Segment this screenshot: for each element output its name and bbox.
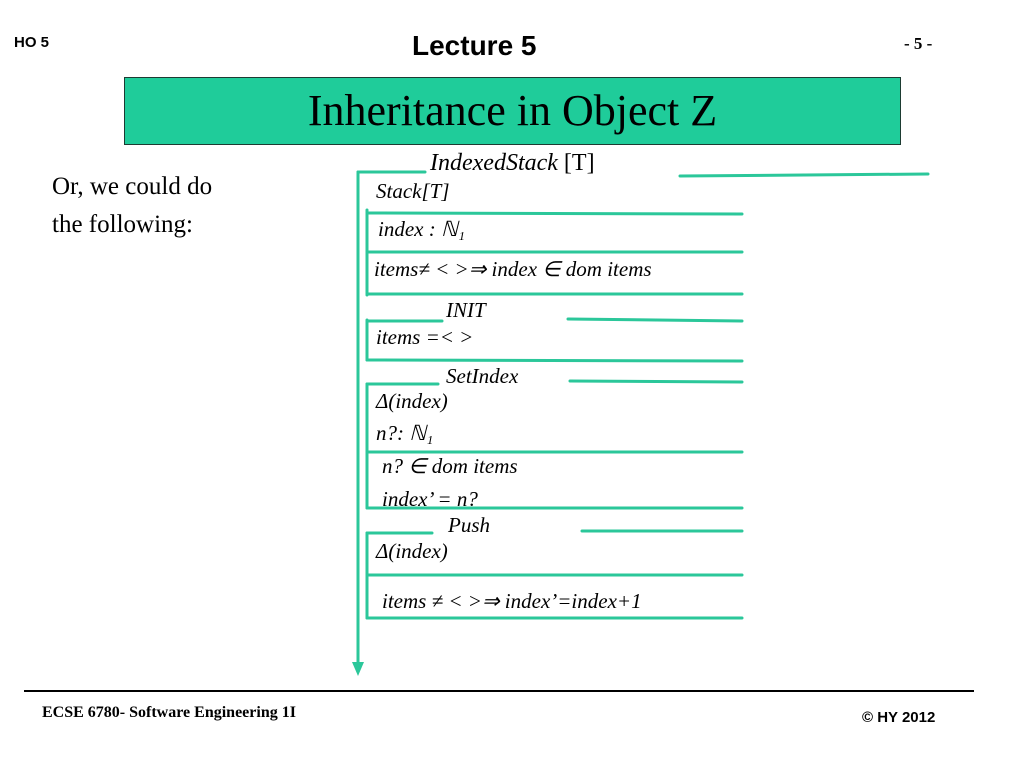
page-number: - 5 - bbox=[904, 34, 933, 53]
class-border-top-right bbox=[680, 174, 928, 176]
push-name: Push bbox=[448, 513, 490, 537]
init-name: INIT bbox=[446, 298, 486, 322]
init-border-top-right bbox=[568, 319, 742, 321]
class-arrow-head bbox=[352, 662, 364, 676]
setindex-name: SetIndex bbox=[446, 364, 519, 388]
setindex-predicate-2: index’ = n? bbox=[382, 487, 478, 511]
setindex-border-top-right bbox=[570, 381, 742, 382]
footer-divider bbox=[24, 690, 974, 692]
class-name: IndexedStack bbox=[430, 150, 558, 176]
state-border-top bbox=[367, 213, 742, 214]
footer-course: ECSE 6780- Software Engineering 1I bbox=[42, 704, 296, 721]
setindex-predicate-1: n? ∈ dom items bbox=[382, 454, 518, 478]
init-border-bottom bbox=[367, 360, 742, 361]
class-param: [T] bbox=[563, 150, 595, 176]
handout-label: HO 5 bbox=[14, 34, 50, 51]
push-predicate: items ≠ < >⇒ index’=index+1 bbox=[382, 589, 642, 613]
setindex-delta: Δ(index) bbox=[376, 389, 448, 413]
inherit-line: Stack[T] bbox=[376, 179, 450, 203]
class-header bbox=[430, 150, 595, 176]
setindex-input: n?: ℕ₁ bbox=[376, 421, 434, 445]
slide-title: Inheritance in Object Z bbox=[124, 77, 901, 145]
intro-line-1: Or, we could do bbox=[52, 173, 213, 200]
init-predicate: items =< > bbox=[376, 325, 474, 349]
push-delta: Δ(index) bbox=[376, 539, 448, 563]
intro-line-2: the following: bbox=[52, 211, 193, 238]
state-declaration: index : ℕ₁ bbox=[378, 217, 466, 241]
lecture-heading: Lecture 5 bbox=[412, 30, 537, 61]
footer-copyright: © HY 2012 bbox=[862, 709, 936, 726]
state-predicate: items≠ < >⇒ index ∈ dom items bbox=[374, 257, 652, 281]
